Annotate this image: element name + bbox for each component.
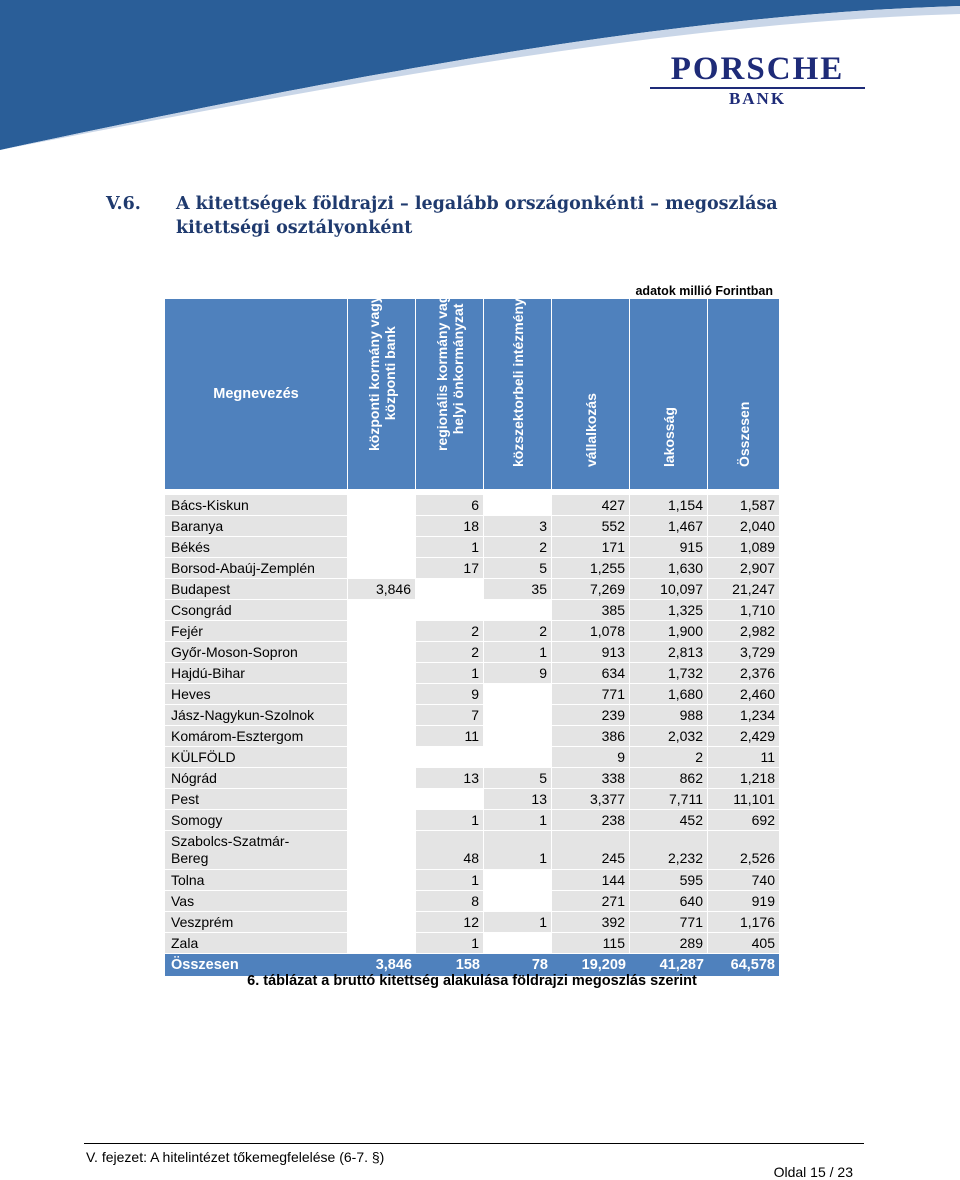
table-cell <box>484 495 552 516</box>
table-cell: 427 <box>552 495 630 516</box>
row-name: Vas <box>165 891 348 912</box>
table-cell <box>416 789 484 810</box>
row-name: Hajdú-Bihar <box>165 663 348 684</box>
section-number: V.6. <box>106 194 141 214</box>
table-cell: 385 <box>552 600 630 621</box>
table-cell: 915 <box>630 537 708 558</box>
table-cell: 144 <box>552 870 630 891</box>
row-name: Pest <box>165 789 348 810</box>
table-row <box>165 495 779 516</box>
column-header-label: regionális kormány vagy helyi önkormányzat <box>433 286 466 451</box>
table-cell: 1,089 <box>708 537 779 558</box>
row-name: KÜLFÖLD <box>165 747 348 768</box>
total-label: Összesen <box>171 957 239 973</box>
table-cell: 386 <box>552 726 630 747</box>
table-cell: 5 <box>484 558 552 579</box>
table-row <box>165 642 779 663</box>
table-cell: 11 <box>416 726 484 747</box>
table-cell: 2,460 <box>708 684 779 705</box>
row-name: Jász-Nagykun-Szolnok <box>165 705 348 726</box>
table-cell: 17 <box>416 558 484 579</box>
table-cell: 9 <box>552 747 630 768</box>
column-header-label: vállalkozás <box>582 393 599 467</box>
table-cell: 913 <box>552 642 630 663</box>
footer-divider <box>84 1143 864 1144</box>
table-cell: 338 <box>552 768 630 789</box>
table-cell: 2,907 <box>708 558 779 579</box>
table-cell: 171 <box>552 537 630 558</box>
row-name: Komárom-Esztergom <box>165 726 348 747</box>
row-name: Borsod-Abaúj-Zemplén <box>165 558 348 579</box>
table-cell: 1,710 <box>708 600 779 621</box>
table-cell: 552 <box>552 516 630 537</box>
table-cell: 1 <box>416 870 484 891</box>
table-cell <box>348 621 416 642</box>
table-cell: 771 <box>552 684 630 705</box>
table-row <box>165 810 779 831</box>
table-cell: 2,982 <box>708 621 779 642</box>
table-cell: 1 <box>484 810 552 831</box>
table-cell: 1 <box>416 663 484 684</box>
table-cell: 3 <box>484 516 552 537</box>
table-cell <box>484 747 552 768</box>
table-cell <box>348 810 416 831</box>
table-cell: 21,247 <box>708 579 779 600</box>
section-title: A kitettségek földrajzi – legalább országonkénti – megoszlása kitettségi osztályonként <box>176 194 778 238</box>
table-cell: 1,732 <box>630 663 708 684</box>
logo-wordmark: PORSCHE <box>670 51 845 87</box>
table-cell: 1,900 <box>630 621 708 642</box>
table-row <box>165 726 779 747</box>
table-row <box>165 579 779 600</box>
table-cell: 271 <box>552 891 630 912</box>
table-cell: 7,269 <box>552 579 630 600</box>
table-cell: 12 <box>416 912 484 933</box>
table-cell: 18 <box>416 516 484 537</box>
table-cell <box>348 516 416 537</box>
column-header-label: Megnevezés <box>213 386 299 402</box>
table-cell: 13 <box>484 789 552 810</box>
table-cell: 10,097 <box>630 579 708 600</box>
table-cell <box>348 831 416 870</box>
row-name: Bács-Kiskun <box>165 495 348 516</box>
table-row <box>165 768 779 789</box>
column-header <box>416 286 484 489</box>
table-cell: 640 <box>630 891 708 912</box>
table-cell: 11,101 <box>708 789 779 810</box>
table-cell: 7 <box>416 705 484 726</box>
row-name: Somogy <box>165 810 348 831</box>
table-cell <box>484 891 552 912</box>
table-cell: 919 <box>708 891 779 912</box>
total-cell: 78 <box>531 957 548 973</box>
section-heading <box>106 192 866 240</box>
row-name: Veszprém <box>165 912 348 933</box>
table-cell: 2 <box>484 537 552 558</box>
table-cell: 239 <box>552 705 630 726</box>
table-row <box>165 891 779 912</box>
table-cell: 692 <box>708 810 779 831</box>
table-cell: 405 <box>708 933 779 954</box>
row-name: Zala <box>165 933 348 954</box>
table-cell: 1 <box>416 933 484 954</box>
table-cell: 5 <box>484 768 552 789</box>
row-name: Heves <box>165 684 348 705</box>
table-cell <box>484 726 552 747</box>
row-name: Tolna <box>165 870 348 891</box>
table-row <box>165 600 779 621</box>
table-cell: 238 <box>552 810 630 831</box>
table-cell <box>484 705 552 726</box>
table-cell: 2,032 <box>630 726 708 747</box>
table-cell: 1,218 <box>708 768 779 789</box>
table-cell <box>348 600 416 621</box>
table-cell <box>484 600 552 621</box>
row-name: Szabolcs-Szatmár- Bereg <box>165 831 348 870</box>
table-cell: 289 <box>630 933 708 954</box>
table-cell: 245 <box>552 831 630 870</box>
table-cell: 2 <box>630 747 708 768</box>
row-name: Fejér <box>165 621 348 642</box>
table-cell: 862 <box>630 768 708 789</box>
table-cell: 2,232 <box>630 831 708 870</box>
table-cell: 2,376 <box>708 663 779 684</box>
table-cell <box>348 495 416 516</box>
footer-page-number: Oldal 15 / 23 <box>773 1164 853 1180</box>
table-cell: 2 <box>484 621 552 642</box>
column-header <box>484 299 552 489</box>
table-cell: 595 <box>630 870 708 891</box>
table-row <box>165 558 779 579</box>
column-header <box>552 299 630 489</box>
table-cell <box>484 933 552 954</box>
table-cell <box>348 537 416 558</box>
table-cell <box>348 891 416 912</box>
row-name: Győr-Moson-Sopron <box>165 642 348 663</box>
table-cell: 1 <box>416 810 484 831</box>
table-cell <box>416 747 484 768</box>
total-cell: 19,209 <box>581 957 626 973</box>
table-cell: 2 <box>416 621 484 642</box>
porsche-bank-logo <box>640 52 875 108</box>
table-cell <box>348 705 416 726</box>
footer-chapter: V. fejezet: A hitelintézet tőkemegfelelése (6-7. §) <box>86 1149 385 1165</box>
logo-subtitle: BANK <box>728 89 787 108</box>
row-name: Nógrád <box>165 768 348 789</box>
row-name: Csongrád <box>165 600 348 621</box>
table-row <box>165 663 779 684</box>
unit-note: adatok millió Forintban <box>635 284 773 298</box>
table-cell: 3,377 <box>552 789 630 810</box>
table-cell: 7,711 <box>630 789 708 810</box>
table-cell <box>484 870 552 891</box>
table-cell: 1 <box>484 642 552 663</box>
column-header <box>708 299 779 489</box>
table-cell: 1,680 <box>630 684 708 705</box>
column-header <box>348 295 416 489</box>
table-cell: 1 <box>484 831 552 870</box>
table-cell: 2 <box>416 642 484 663</box>
table-cell: 1,176 <box>708 912 779 933</box>
column-header-label: közszektorbeli intézmény <box>509 298 526 467</box>
table-cell: 988 <box>630 705 708 726</box>
table-body <box>165 495 779 954</box>
table-cell: 1,234 <box>708 705 779 726</box>
table-cell: 1 <box>484 912 552 933</box>
table-cell: 35 <box>484 579 552 600</box>
table-cell <box>348 912 416 933</box>
table-cell: 9 <box>484 663 552 684</box>
total-cell: 158 <box>455 957 480 973</box>
table-cell: 3,846 <box>348 579 416 600</box>
table-cell <box>348 558 416 579</box>
table-row <box>165 789 779 810</box>
table-cell: 3,729 <box>708 642 779 663</box>
column-header-label: Összesen <box>735 401 752 467</box>
table-cell: 1 <box>416 537 484 558</box>
table-row <box>165 516 779 537</box>
table-cell: 2,040 <box>708 516 779 537</box>
row-name: Békés <box>165 537 348 558</box>
table-cell: 1,325 <box>630 600 708 621</box>
table-row <box>165 933 779 954</box>
table-row <box>165 747 779 768</box>
table-cell <box>348 684 416 705</box>
table-cell <box>348 747 416 768</box>
table-cell <box>484 684 552 705</box>
table-row <box>165 870 779 891</box>
table-row <box>165 621 779 642</box>
table-cell <box>348 870 416 891</box>
table-cell: 392 <box>552 912 630 933</box>
table-cell: 740 <box>708 870 779 891</box>
table-cell <box>348 768 416 789</box>
table-cell <box>348 789 416 810</box>
total-cell: 64,578 <box>730 957 775 973</box>
table-row <box>165 831 779 870</box>
row-name: Baranya <box>165 516 348 537</box>
table-cell <box>348 726 416 747</box>
table-cell: 9 <box>416 684 484 705</box>
table-row <box>165 537 779 558</box>
table-cell: 1,587 <box>708 495 779 516</box>
table-cell: 771 <box>630 912 708 933</box>
column-header <box>630 299 708 489</box>
table-cell <box>416 579 484 600</box>
table-cell <box>348 663 416 684</box>
table-cell: 1,630 <box>630 558 708 579</box>
row-name: Budapest <box>165 579 348 600</box>
table-cell: 6 <box>416 495 484 516</box>
table-cell: 2,526 <box>708 831 779 870</box>
total-cell: 41,287 <box>659 957 704 973</box>
table-cell: 1,467 <box>630 516 708 537</box>
column-header-label: lakosság <box>660 407 677 467</box>
table-row <box>165 705 779 726</box>
table-cell: 2,813 <box>630 642 708 663</box>
total-cell: 3,846 <box>375 957 412 973</box>
table-cell: 634 <box>552 663 630 684</box>
table-cell <box>348 933 416 954</box>
table-row <box>165 684 779 705</box>
table-row <box>165 912 779 933</box>
column-header-label: központi kormány vagy központi bank <box>365 295 398 451</box>
table-cell: 8 <box>416 891 484 912</box>
table-cell <box>348 642 416 663</box>
table-cell: 48 <box>416 831 484 870</box>
table-cell: 2,429 <box>708 726 779 747</box>
table-cell <box>416 600 484 621</box>
table-cell: 13 <box>416 768 484 789</box>
table-cell: 452 <box>630 810 708 831</box>
table-caption: 6. táblázat a bruttó kitettség alakulása földrajzi megoszlás szerint <box>247 973 697 989</box>
table-cell: 1,078 <box>552 621 630 642</box>
table-cell: 1,255 <box>552 558 630 579</box>
table-cell: 115 <box>552 933 630 954</box>
column-header <box>165 299 348 489</box>
table-cell: 1,154 <box>630 495 708 516</box>
table-cell: 11 <box>708 747 779 768</box>
